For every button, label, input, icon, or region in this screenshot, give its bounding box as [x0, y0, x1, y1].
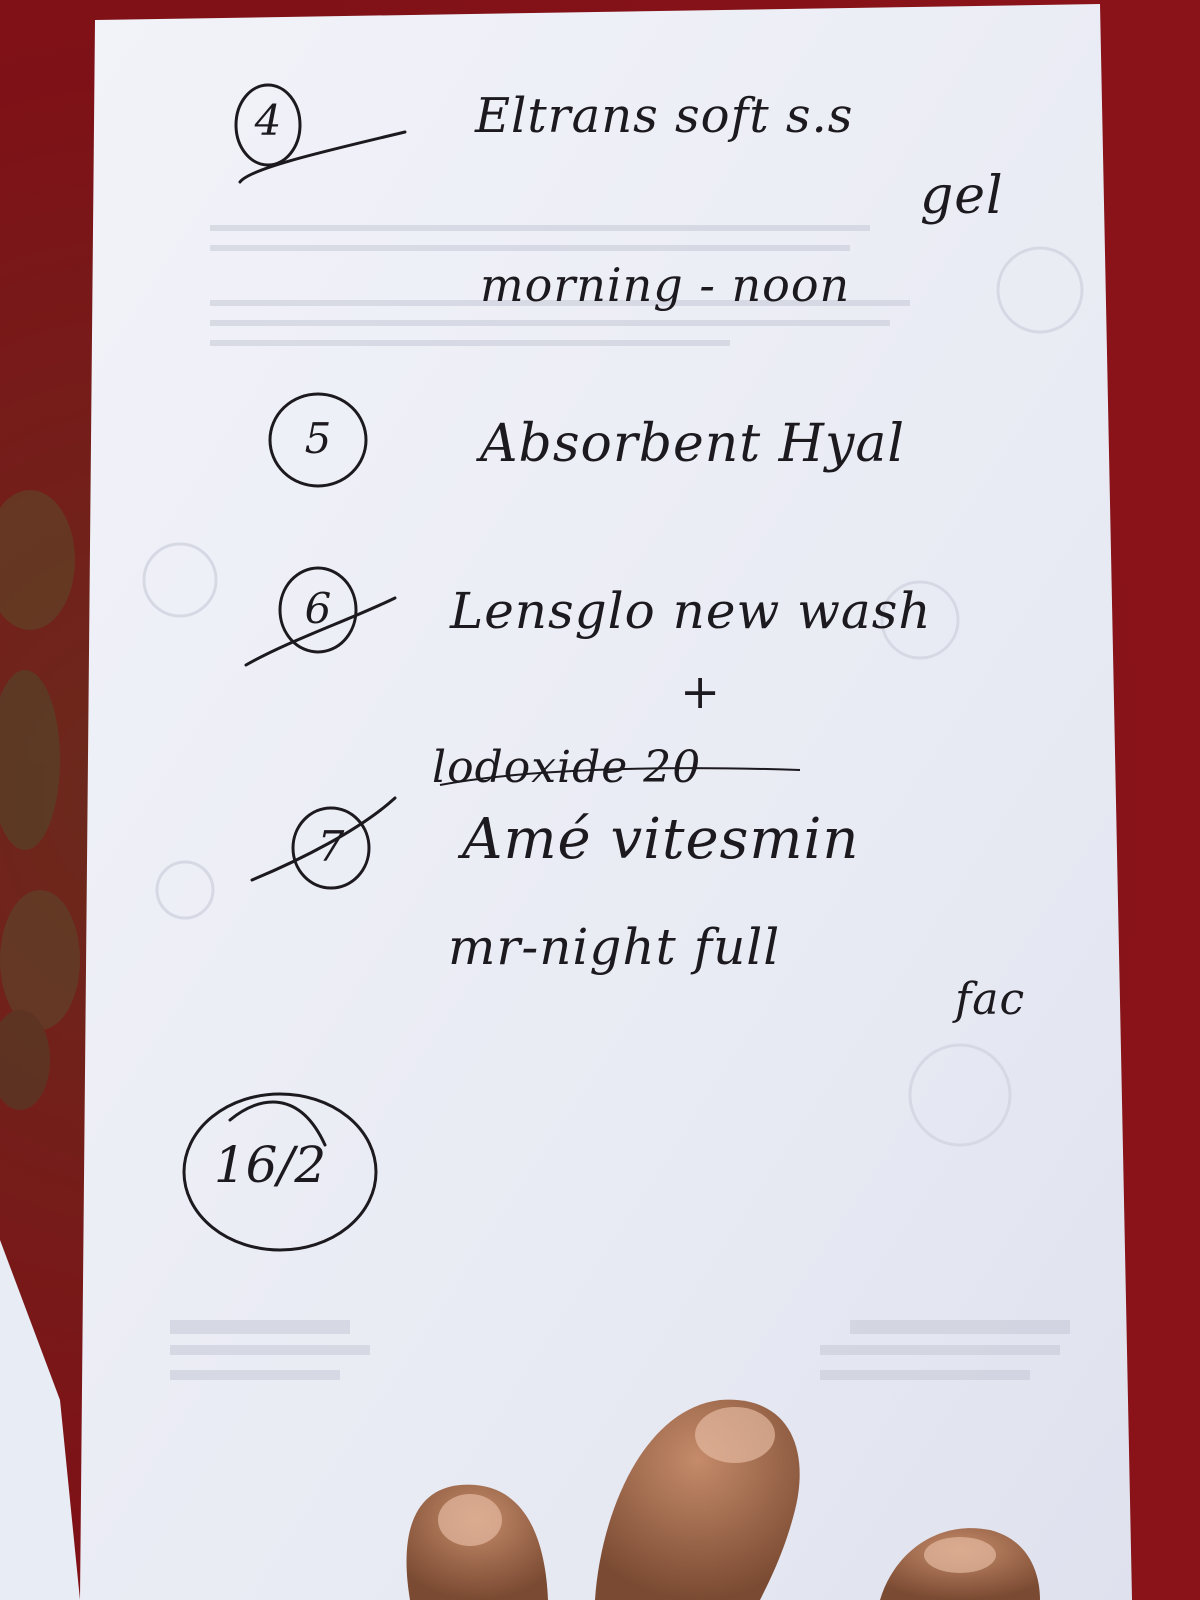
item-4-line-3: morning - noon [480, 258, 851, 312]
item-6-line-2: + [680, 664, 722, 720]
item-4-line-1: Eltrans soft s.s [475, 88, 854, 144]
item-7-line-1: Amé vitesmin [462, 807, 860, 872]
item-number-4: 4 [254, 96, 282, 145]
item-6-line-1: Lensglo new wash [450, 582, 932, 640]
item-4-line-2: gel [920, 166, 1004, 226]
item-number-7: 7 [317, 822, 345, 871]
item-number-5: 5 [304, 414, 332, 463]
item-7-line-3: fac [955, 974, 1026, 1025]
item-5-line-1: Absorbent Hyal [480, 414, 906, 474]
item-6-line-3: lodoxide 20 [432, 742, 702, 793]
paper-sheet [80, 4, 1132, 1600]
followup-date: 16/2 [213, 1136, 327, 1194]
item-7-line-2: mr-night full [448, 918, 781, 976]
item-number-6: 6 [304, 584, 332, 633]
